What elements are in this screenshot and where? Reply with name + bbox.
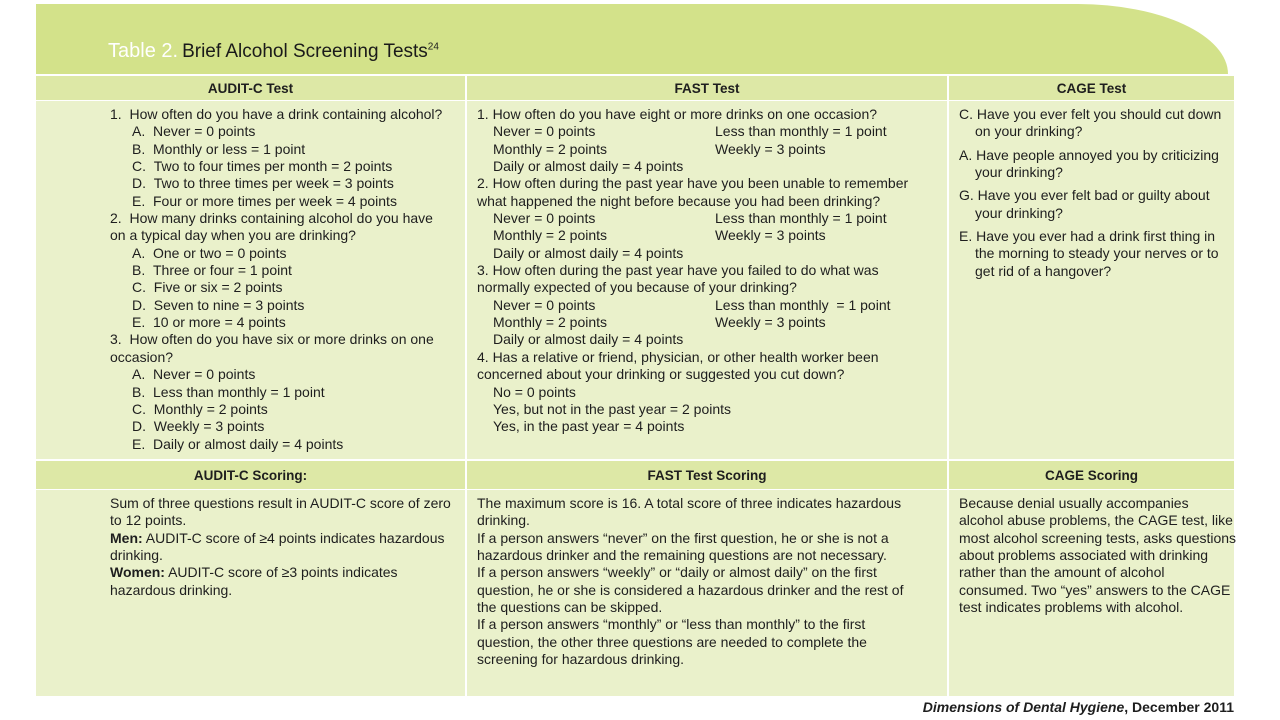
fast-option: Daily or almost daily = 4 points (493, 244, 684, 261)
scoring-line: most alcohol screening tests, asks questions (959, 529, 1237, 546)
fast-scoring (465, 490, 947, 696)
cage-line: get rid of a hangover? (975, 262, 1112, 279)
scoring-line: consumed. Two “yes” answers to the CAGE (959, 581, 1231, 598)
cage-line: your drinking? (975, 164, 1063, 181)
fast-q1-options (477, 123, 947, 140)
audit-q1-option: D. Two to three times per week = 3 points (132, 175, 394, 192)
fast-q3-cont: normally expected of you because of your drinking? (477, 279, 797, 296)
fast-option: Yes, but not in the past year = 2 points (493, 400, 732, 417)
scoring-line: The maximum score is 16. A total score of three indicates hazardous (477, 495, 902, 511)
audit-c-header: AUDIT-C Test (207, 80, 294, 96)
fast-option: Weekly = 3 points (715, 314, 826, 331)
audit-q3-option: D. Weekly = 3 points (132, 418, 265, 435)
women-label: Women: (110, 564, 165, 581)
fast-q3: 3. How often during the past year have you failed to do what was (477, 262, 879, 279)
women-scoring (110, 564, 465, 581)
fast-option: Weekly = 3 points (715, 140, 826, 157)
table-title-text: Brief Alcohol Screening Tests (182, 41, 428, 62)
scoring-line: to 12 points. (110, 512, 187, 529)
fast-q4: 4. Has a relative or friend, physician, or other health worker been (477, 348, 879, 365)
audit-q2-option: E. 10 or more = 4 points (132, 314, 286, 331)
fast-questions (465, 101, 947, 459)
scoring-line: about problems associated with drinking (959, 547, 1209, 564)
fast-q1-options (477, 141, 947, 158)
scoring-line: Sum of three questions result in AUDIT-C score of zero (110, 495, 451, 511)
journal-name: Dimensions of Dental Hygiene (922, 699, 1125, 715)
audit-q2-option: D. Seven to nine = 3 points (132, 296, 305, 313)
fast-q2: 2. How often during the past year have you been unable to remember (477, 175, 909, 192)
scoring-header-row (36, 461, 1234, 489)
audit-q1-option: B. Monthly or less = 1 point (132, 140, 306, 157)
audit-q1-option: C. Two to four times per month = 2 points (132, 158, 393, 175)
scoring-line: If a person answers “never” on the first question, he or she is not a (477, 529, 889, 546)
scoring-line: If a person answers “weekly” or “daily or almost daily” on the first (477, 564, 877, 581)
scoring-line: alcohol abuse problems, the CAGE test, like (959, 512, 1233, 529)
fast-option: Daily or almost daily = 4 points (493, 158, 684, 175)
audit-q2-cont: on a typical day when you are drinking? (110, 227, 356, 244)
men-scoring (110, 530, 465, 547)
fast-option: Daily or almost daily = 4 points (493, 331, 684, 348)
fast-option: Less than monthly = 1 point (715, 296, 891, 313)
audit-q2-option: B. Three or four = 1 point (132, 262, 292, 279)
fast-option: Never = 0 points (493, 123, 596, 140)
fast-q2-options (477, 210, 947, 227)
audit-q2-option: C. Five or six = 2 points (132, 279, 283, 296)
cage-line: the morning to steady your nerves or to (975, 245, 1219, 262)
fast-q4-cont: concerned about your drinking or suggested you cut down? (477, 366, 845, 383)
audit-q3-option: E. Daily or almost daily = 4 points (132, 435, 344, 452)
scoring-row (36, 490, 1237, 696)
table-title (108, 40, 439, 63)
cage-header: CAGE Test (947, 76, 1234, 100)
scoring-line: hazardous drinker and the remaining questions are not necessary. (477, 547, 887, 564)
fast-q3-options (477, 314, 947, 331)
fast-q1: 1. How often do you have eight or more drinks on one occasion? (477, 106, 878, 122)
audit-q3-option: A. Never = 0 points (132, 366, 256, 383)
cage-questions (947, 101, 1234, 459)
cage-item-c (959, 106, 1234, 141)
fast-option: Monthly = 2 points (493, 227, 608, 244)
cage-line: your drinking? (975, 204, 1063, 221)
scoring-line: If a person answers “monthly” or “less than monthly” to the first (477, 616, 866, 633)
fast-option: Weekly = 3 points (715, 227, 826, 244)
cage-item-a (959, 147, 1234, 182)
scoring-line: Because denial usually accompanies (959, 495, 1189, 511)
audit-c-scoring (36, 490, 465, 696)
fast-option: Monthly = 2 points (493, 314, 608, 331)
scoring-line: drinking. (477, 512, 530, 529)
fast-option: No = 0 points (493, 383, 576, 400)
audit-q3-option: B. Less than monthly = 1 point (132, 383, 325, 400)
audit-q3-cont: occasion? (110, 348, 174, 365)
audit-q1: 1. How often do you have a drink containing alcohol? (110, 106, 443, 122)
audit-c-scoring-header: AUDIT-C Scoring: (193, 467, 308, 483)
men-label: Men: (110, 529, 143, 546)
fast-header: FAST Test (465, 76, 947, 100)
test-questions-row (36, 101, 1234, 459)
title-band (36, 4, 1228, 74)
cage-line: on your drinking? (975, 123, 1083, 140)
fast-q3-options (477, 297, 947, 314)
cage-item-e (959, 228, 1234, 280)
scoring-line: AUDIT-C score of ≥3 points indicates (164, 564, 398, 581)
scoring-line: test indicates problems with alcohol. (959, 599, 1184, 616)
scoring-line: question, the other three questions are needed to complete the (477, 633, 867, 650)
cage-line: E. Have you ever had a drink first thing in (959, 228, 1216, 245)
audit-q1-option: E. Four or more times per week = 4 points (132, 192, 397, 209)
scoring-line: rather than the amount of alcohol (959, 564, 1165, 581)
fast-option: Monthly = 2 points (493, 140, 608, 157)
scoring-line: hazardous drinking. (110, 581, 233, 598)
audit-q3-option: C. Monthly = 2 points (132, 400, 268, 417)
audit-q3: 3. How often do you have six or more drinks on one (110, 331, 434, 348)
scoring-line: drinking. (110, 547, 163, 564)
fast-q2-cont: what happened the night before because you had been drinking? (477, 192, 881, 209)
cage-scoring (947, 490, 1237, 696)
source-citation (923, 699, 1234, 715)
fast-option: Never = 0 points (493, 296, 596, 313)
fast-scoring-header: FAST Test Scoring (465, 461, 947, 489)
audit-q2-option: A. One or two = 0 points (132, 244, 287, 261)
test-header-row (36, 76, 1234, 100)
audit-q1-option: A. Never = 0 points (132, 123, 256, 140)
fast-option: Never = 0 points (493, 210, 596, 227)
table-number: Table 2. (108, 40, 179, 62)
fast-option: Less than monthly = 1 point (715, 123, 887, 140)
scoring-line: the questions can be skipped. (477, 599, 663, 616)
reference-superscript: 24 (427, 41, 439, 53)
scoring-line: question, he or she is considered a hazardous drinker and the rest of (477, 581, 904, 598)
cage-line: G. Have you ever felt bad or guilty about (959, 187, 1210, 204)
citation-date: , December 2011 (1124, 699, 1234, 715)
audit-q2: 2. How many drinks containing alcohol do you have (110, 210, 433, 227)
cage-line: A. Have people annoyed you by criticizing (959, 146, 1219, 163)
cage-item-g (959, 187, 1234, 222)
scoring-line: screening for hazardous drinking. (477, 651, 685, 668)
cage-scoring-header: CAGE Scoring (947, 461, 1234, 489)
scoring-line: AUDIT-C score of ≥4 points indicates hazardous (142, 529, 445, 546)
cage-line: C. Have you ever felt you should cut down (959, 106, 1222, 122)
fast-option: Less than monthly = 1 point (715, 210, 887, 227)
fast-q2-options (477, 227, 947, 244)
fast-option: Yes, in the past year = 4 points (493, 418, 685, 435)
audit-c-questions (36, 101, 465, 459)
